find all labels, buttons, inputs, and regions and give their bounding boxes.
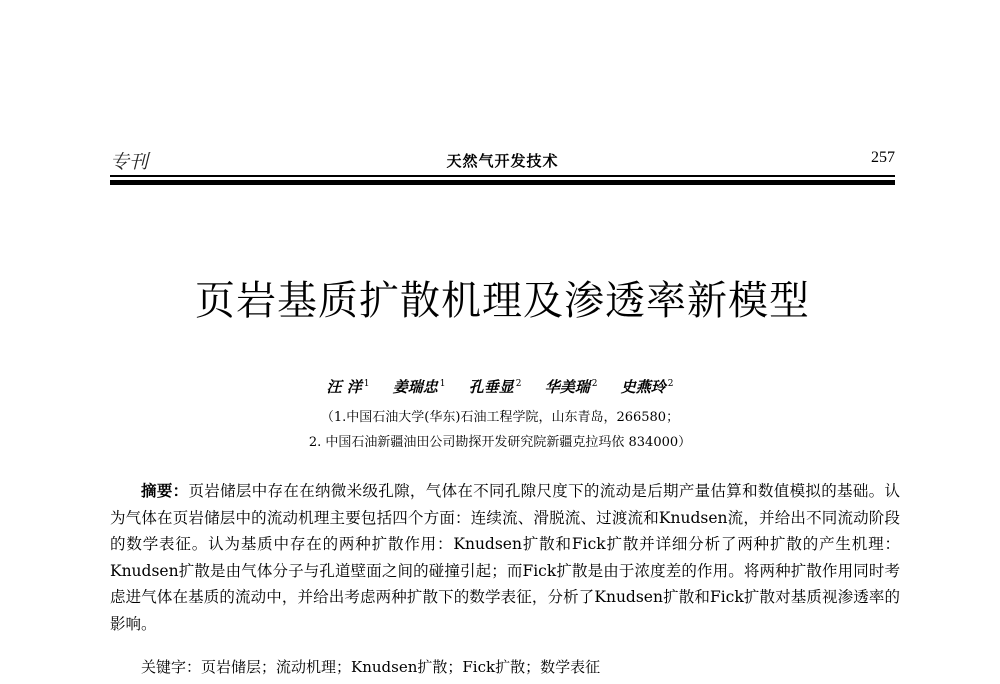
author-affil-mark: 2 xyxy=(515,379,522,389)
affiliation-line-1: （1.中国石油大学(华东)石油工程学院，山东青岛，266580； xyxy=(320,410,680,425)
author-affil-mark: 1 xyxy=(439,379,446,389)
author-list xyxy=(0,376,1000,397)
author-name: 汪 洋 xyxy=(326,378,362,396)
author-affil-mark: 1 xyxy=(363,379,370,389)
paper-title: 页岩基质扩散机理及渗透率新模型 xyxy=(195,278,810,324)
author-affil-mark: 2 xyxy=(667,379,674,389)
abstract-label: 摘要： xyxy=(141,481,189,500)
author xyxy=(545,378,598,396)
author xyxy=(621,378,674,396)
page-number: 257 xyxy=(871,149,895,166)
author xyxy=(469,378,522,396)
abstract-text: 页岩储层中存在在纳微米级孔隙，气体在不同孔隙尺度下的流动是后期产量估算和数值模拟的基础。认为气体在页岩储层中的流动机理主要包括四个方面：连续流、滑脱流、过渡流和Knudsen流，并给出不同流动阶段的数学表征。认为基质中存在的两种扩散作用：Knudsen扩散和Fick扩散并详细分析了两种扩散的产生机理：Knudsen扩散是由气体分子与孔道壁面之间的碰撞引起；而Fick扩散是由于浓度差的作用。将两种扩散作用同时考虑进气体在基质的流动中，并给出考虑两种扩散下的数学表征，分析了Knudsen扩散和Fick扩散对基质视渗透率的影响。 xyxy=(110,482,900,633)
author xyxy=(393,378,446,396)
author-name: 史燕玲 xyxy=(620,378,666,396)
author-affil-mark: 2 xyxy=(591,379,598,389)
author xyxy=(327,378,370,396)
author-name: 姜瑞忠 xyxy=(392,378,438,396)
header-rule-thick xyxy=(110,180,895,185)
journal-name: 天然气开发技术 xyxy=(446,152,559,170)
running-header xyxy=(110,147,895,173)
keywords-text: 页岩储层；流动机理；Knudsen扩散；Fick扩散；数学表征 xyxy=(201,658,601,676)
header-rule-thin xyxy=(110,175,895,177)
keywords xyxy=(110,656,900,677)
section-label: 专刊 xyxy=(110,151,149,173)
keywords-label: 关键字： xyxy=(141,658,202,676)
affiliation-line-2: 2. 中国石油新疆油田公司勘探开发研究院新疆克拉玛依 834000） xyxy=(308,435,692,450)
author-name: 华美瑞 xyxy=(544,378,590,396)
abstract xyxy=(110,478,900,637)
author-name: 孔垂显 xyxy=(468,378,514,396)
